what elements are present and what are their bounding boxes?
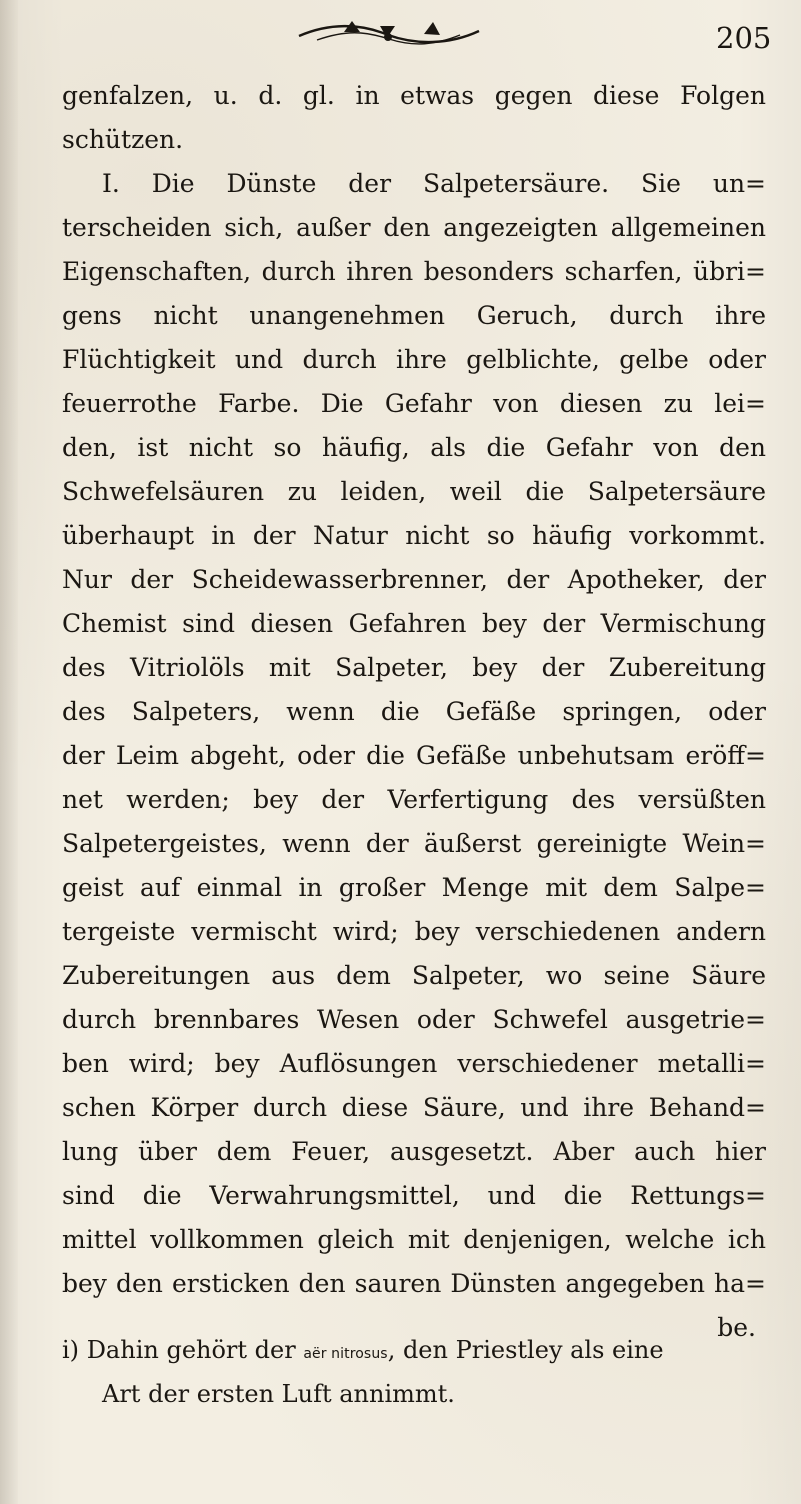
text-line: des Vitriolöls mit Salpeter, bey der Zubereitung — [62, 653, 766, 682]
text-line: Eigenschaften, durch ihren besonders scharfen, übri= — [62, 257, 766, 286]
text-line: Salpetergeistes, wenn der äußerst gereinigte Wein= — [62, 829, 766, 858]
text-line: feuerrothe Farbe. Die Gefahr von diesen zu lei= — [62, 389, 766, 418]
text-line: lung über dem Feuer, ausgesetzt. Aber auch hier — [62, 1137, 766, 1166]
text-line: mittel vollkommen gleich mit denjenigen, welche ich — [62, 1225, 766, 1254]
main-text — [62, 74, 766, 1350]
footnote-text: , den Priestley als eine — [387, 1336, 664, 1364]
footnote-text: Dahin gehört der — [86, 1336, 296, 1364]
section-heading-line: I. Die Dünste der Salpetersäure. Sie un= — [102, 169, 766, 198]
footnote-line: Art der ersten Luft annimmt. — [102, 1380, 455, 1408]
text-line: bey den ersticken den sauren Dünsten angegeben ha= — [62, 1269, 766, 1298]
text-line: gens nicht unangenehmen Geruch, durch ihre — [62, 301, 766, 330]
text-line: be. — [717, 1313, 756, 1342]
text-line: net werden; bey der Verfertigung des versüßten — [62, 785, 766, 814]
text-line: ben wird; bey Auflösungen verschiedener metalli= — [62, 1049, 766, 1078]
text-line: tergeiste vermischt wird; bey verschiedenen andern — [62, 917, 766, 946]
footnote — [62, 1328, 767, 1416]
text-line: geist auf einmal in großer Menge mit dem Salpe= — [62, 873, 766, 902]
text-line: schen Körper durch diese Säure, und ihre Behand= — [62, 1093, 766, 1122]
text-line: der Leim abgeht, oder die Gefäße unbehutsam eröff= — [62, 741, 766, 770]
footnote-marker: i) — [62, 1336, 80, 1364]
text-line: Flüchtigkeit und durch ihre gelblichte, gelbe oder — [62, 345, 766, 374]
page-number: 205 — [716, 21, 772, 55]
text-line: den, ist nicht so häufig, als die Gefahr von den — [62, 433, 766, 462]
text-line: überhaupt in der Natur nicht so häufig vorkommt. — [62, 521, 766, 550]
text-line: Schwefelsäuren zu leiden, weil die Salpetersäure — [62, 477, 766, 506]
text-line: des Salpeters, wenn die Gefäße springen, oder — [62, 697, 766, 726]
text-line: terscheiden sich, außer den angezeigten allgemeinen — [62, 213, 766, 242]
footnote-line — [62, 1328, 767, 1372]
header-ornament — [284, 14, 494, 52]
page-gutter-shadow — [0, 0, 18, 1504]
text-line: Chemist sind diesen Gefahren bey der Vermischung — [62, 609, 766, 638]
footnote-latin-term: aër nitrosus — [303, 1346, 388, 1362]
text-line: sind die Verwahrungsmittel, und die Rettungs= — [62, 1181, 766, 1210]
text-line: Nur der Scheidewasserbrenner, der Apotheker, der — [62, 565, 766, 594]
text-line: durch brennbares Wesen oder Schwefel ausgetrie= — [62, 1005, 766, 1034]
text-line: Zubereitungen aus dem Salpeter, wo seine Säure — [62, 961, 766, 990]
text-line: schützen. — [62, 125, 184, 154]
text-line: genfalzen, u. d. gl. in etwas gegen diese Folgen — [62, 81, 766, 110]
